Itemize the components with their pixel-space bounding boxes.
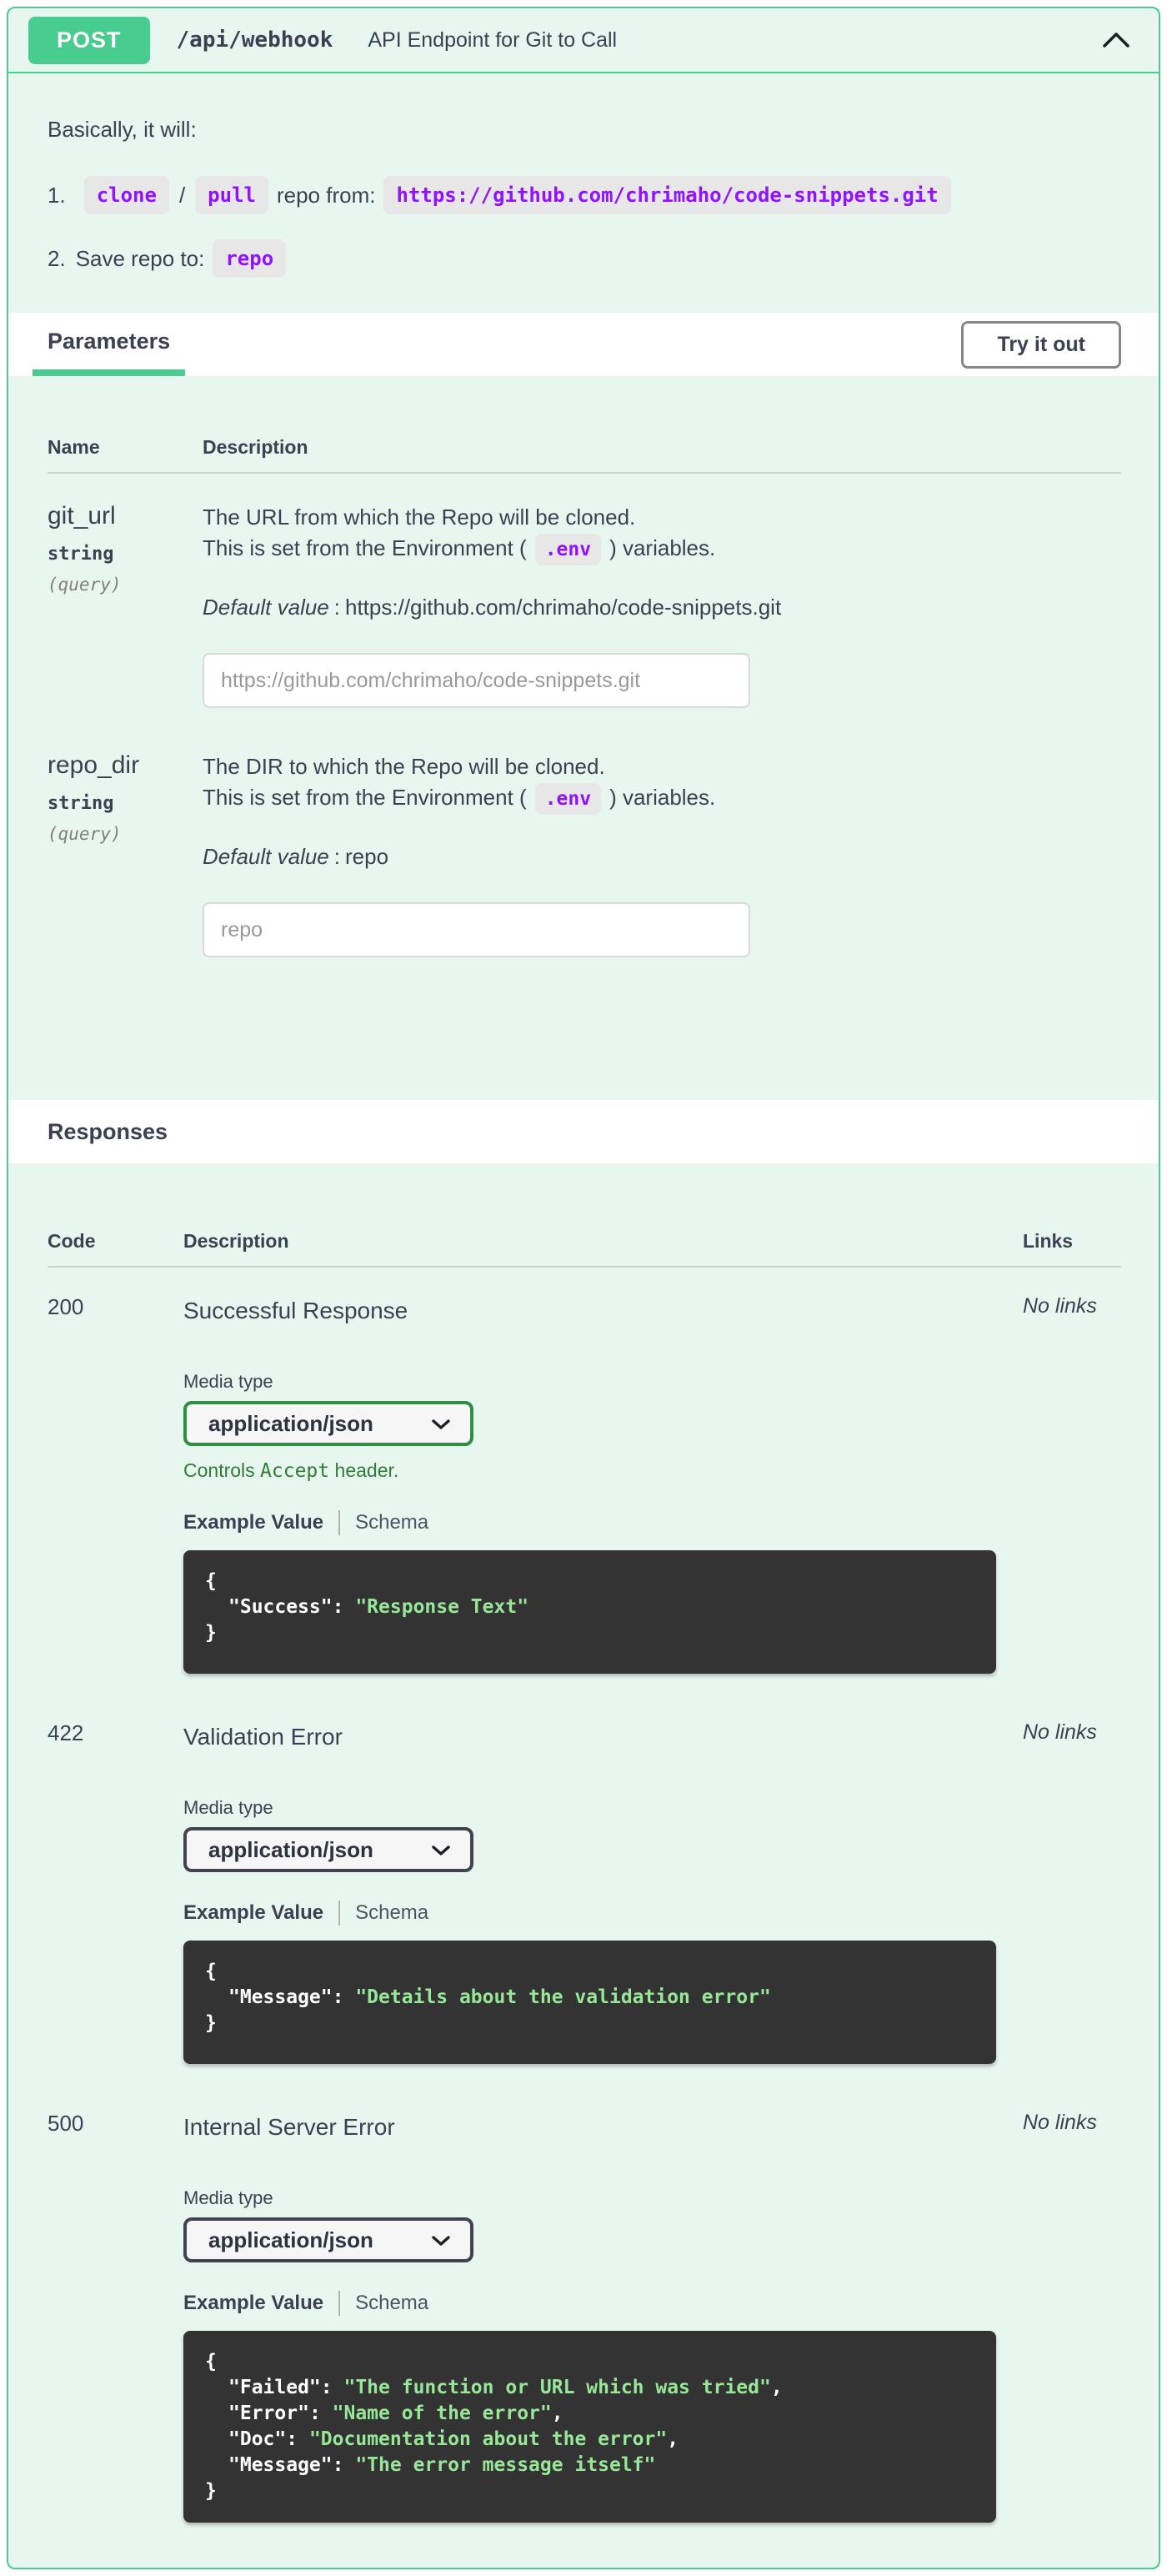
param-default-line: Default value : https://github.com/chrimaho/code-snippets.git bbox=[203, 595, 782, 620]
responses-table-header bbox=[48, 1230, 1121, 1268]
env-code: .env bbox=[535, 783, 601, 815]
tab-example-value[interactable]: Example Value bbox=[183, 1511, 324, 1534]
method-badge: POST bbox=[28, 17, 150, 64]
item-2-text: Save repo to: bbox=[75, 245, 205, 271]
param-name: repo_dir bbox=[48, 751, 140, 779]
response-code: 422 bbox=[48, 1720, 84, 1745]
param-default-line: Default value : repo bbox=[203, 844, 389, 869]
responses-title: Responses bbox=[48, 1118, 168, 1144]
tab-divider bbox=[338, 1510, 340, 1535]
list-number: 2. bbox=[48, 245, 66, 271]
accept-note: Controls Accept header. bbox=[183, 1459, 399, 1482]
default-value: repo bbox=[345, 844, 389, 869]
code-repo-url: https://github.com/chrimaho/code-snippets.git bbox=[383, 176, 950, 214]
json-pair: "Message": "The error message itself" bbox=[228, 2454, 656, 2476]
response-row-422 bbox=[48, 1694, 1121, 2084]
example-code-block-500: { "Failed": "The function or URL which was tried", "Error": "Name of the error", "Doc": "Documentation about the error", "Message": "The error message itself" } bbox=[183, 2331, 996, 2523]
parameters-bar bbox=[8, 313, 1159, 376]
code-clone: clone bbox=[84, 176, 169, 214]
description-intro: Basically, it will: bbox=[48, 117, 197, 142]
response-links: No links bbox=[1023, 1294, 1097, 1318]
tab-example-value[interactable]: Example Value bbox=[183, 2292, 324, 2314]
response-title: Internal Server Error bbox=[183, 2114, 395, 2140]
media-type-select[interactable]: application/json bbox=[183, 2217, 473, 2262]
opblock-post-api-webhook bbox=[7, 7, 1160, 2569]
description-item-2 bbox=[48, 239, 1125, 278]
media-type-label: Media type bbox=[183, 1797, 273, 1818]
endpoint-header[interactable] bbox=[8, 8, 1159, 73]
json-pair: "Success": "Response Text" bbox=[228, 1596, 529, 1618]
response-title: Successful Response bbox=[183, 1298, 408, 1323]
code-repo-dir: repo bbox=[213, 239, 286, 278]
tab-schema[interactable]: Schema bbox=[355, 2292, 429, 2314]
param-location: (query) bbox=[48, 575, 122, 595]
default-value-label: Default value bbox=[203, 844, 329, 869]
response-links: No links bbox=[1023, 1720, 1097, 1744]
param-row-git-url bbox=[48, 474, 1121, 708]
default-value-label: Default value bbox=[203, 595, 329, 620]
responses-table bbox=[8, 1163, 1159, 2568]
json-pair: "Message": "Details about the validation error" bbox=[228, 1986, 771, 2008]
responses-bar bbox=[8, 1100, 1159, 1163]
git-url-input[interactable] bbox=[203, 653, 750, 708]
default-value: https://github.com/chrimaho/code-snippets.git bbox=[345, 595, 782, 620]
chevron-down-icon bbox=[430, 1837, 452, 1863]
param-description-line2: This is set from the Environment ( .env ) variables. bbox=[203, 533, 1121, 565]
media-type-label: Media type bbox=[183, 1371, 273, 1392]
endpoint-path: /api/webhook bbox=[176, 28, 333, 53]
param-type: string bbox=[48, 544, 114, 565]
tab-divider bbox=[338, 2291, 340, 2316]
param-description-line2: This is set from the Environment ( .env ) variables. bbox=[203, 782, 1121, 815]
endpoint-summary: API Endpoint for Git to Call bbox=[368, 28, 618, 52]
chevron-up-icon[interactable] bbox=[1100, 30, 1132, 50]
try-it-out-button[interactable]: Try it out bbox=[961, 321, 1121, 369]
env-code: .env bbox=[535, 534, 601, 565]
response-code: 500 bbox=[48, 2111, 84, 2136]
column-header-name: Name bbox=[48, 436, 100, 458]
example-code-block-200: { "Success": "Response Text" } bbox=[183, 1550, 996, 1674]
response-code: 200 bbox=[48, 1294, 84, 1319]
list-number: 1. bbox=[48, 182, 66, 208]
json-pair: "Error": "Name of the error", bbox=[228, 2403, 563, 2424]
response-links: No links bbox=[1023, 2111, 1097, 2134]
endpoint-description bbox=[8, 73, 1159, 313]
example-code-block-422: { "Message": "Details about the validation error" } bbox=[183, 1941, 996, 2064]
media-type-select[interactable]: application/json bbox=[183, 1401, 473, 1446]
tab-parameters[interactable]: Parameters bbox=[33, 313, 185, 376]
column-header-description: Description bbox=[203, 436, 308, 458]
media-type-label: Media type bbox=[183, 2187, 273, 2208]
media-type-select[interactable]: application/json bbox=[183, 1827, 473, 1872]
tab-divider bbox=[338, 1901, 340, 1926]
json-pair: "Failed": "The function or URL which was tried", bbox=[228, 2377, 783, 2398]
param-type: string bbox=[48, 793, 114, 814]
parameters-table-header bbox=[48, 436, 1121, 474]
param-description-line1: The URL from which the Repo will be cloned. bbox=[203, 505, 636, 530]
param-row-repo-dir bbox=[48, 708, 1121, 957]
column-header-description: Description bbox=[183, 1230, 289, 1252]
tab-example-value[interactable]: Example Value bbox=[183, 1901, 324, 1924]
repo-dir-input[interactable] bbox=[203, 902, 750, 957]
response-row-200 bbox=[48, 1268, 1121, 1694]
chevron-down-icon bbox=[430, 1411, 452, 1437]
code-pull: pull bbox=[195, 176, 268, 214]
parameters-table bbox=[8, 376, 1159, 1100]
chevron-down-icon bbox=[430, 2227, 452, 2253]
response-title: Validation Error bbox=[183, 1724, 343, 1750]
column-header-code: Code bbox=[48, 1230, 96, 1252]
tab-schema[interactable]: Schema bbox=[355, 1511, 429, 1534]
param-description-line1: The DIR to which the Repo will be cloned. bbox=[203, 754, 605, 779]
param-location: (query) bbox=[48, 824, 122, 844]
response-row-500 bbox=[48, 2084, 1121, 2543]
description-item-1 bbox=[48, 176, 1125, 214]
tab-schema[interactable]: Schema bbox=[355, 1901, 429, 1924]
item-1-text: repo from: bbox=[276, 182, 376, 208]
param-name: git_url bbox=[48, 502, 116, 530]
json-pair: "Doc": "Documentation about the error", bbox=[228, 2428, 679, 2450]
slash-separator: / bbox=[178, 182, 186, 208]
column-header-links: Links bbox=[1023, 1230, 1074, 1252]
